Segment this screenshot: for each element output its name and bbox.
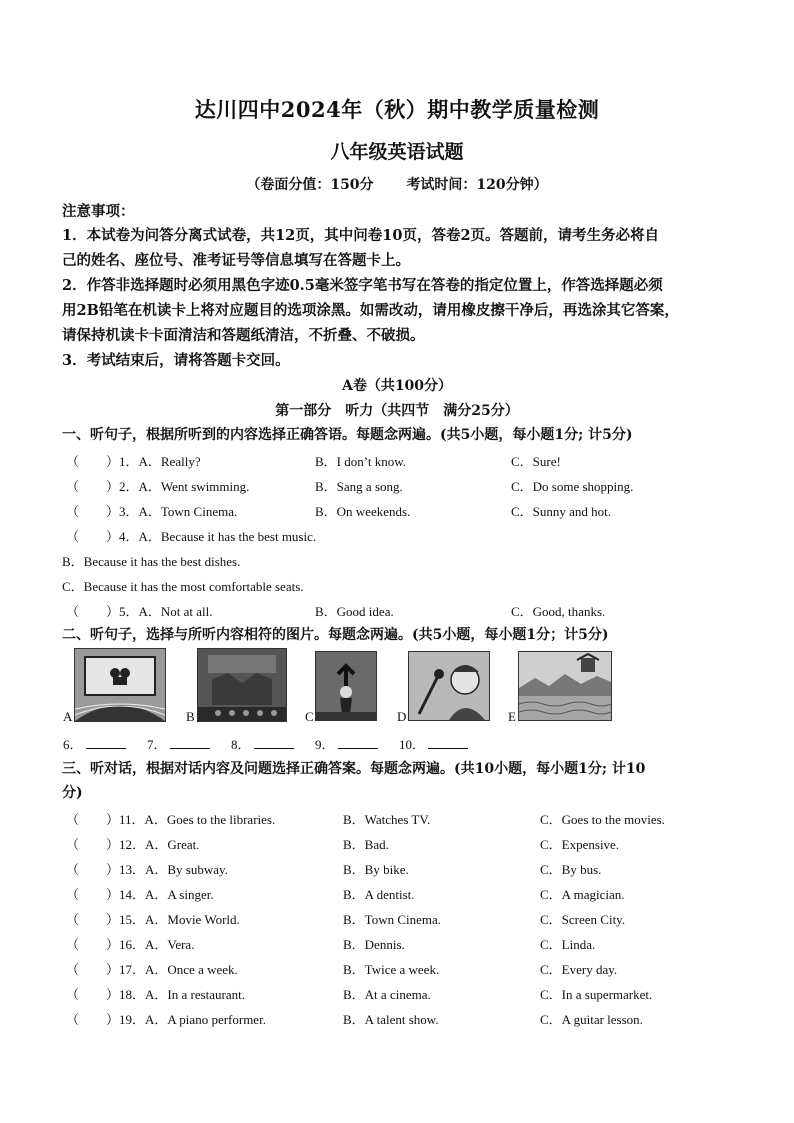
question-12-a: ）12．A．Great. bbox=[106, 837, 200, 852]
listening-section-title: 第一部分 听力（共四节 满分25分） bbox=[275, 403, 519, 419]
question-12-c: C．Expensive. bbox=[540, 837, 620, 852]
section2-heading: 二、听句子，选择与所听内容相符的图片。每题念两遍。(共5小题，每小题1分；计5分) bbox=[62, 627, 609, 643]
question-2-b: B．Sang a song. bbox=[315, 479, 403, 494]
answer-blank bbox=[315, 734, 378, 753]
answer-paren: （ bbox=[66, 837, 80, 852]
answer-blank bbox=[63, 734, 126, 753]
question-19-b: B．A talent show. bbox=[343, 1012, 439, 1027]
question-13-b: B．By bike. bbox=[343, 862, 409, 877]
question-3-b: B．On weekends. bbox=[315, 504, 411, 519]
exam-subject: 八年级英语试题 bbox=[330, 141, 464, 163]
answer-paren: （ bbox=[66, 987, 80, 1002]
blank-number: 10． bbox=[399, 737, 426, 752]
picture-d-dentist bbox=[408, 651, 490, 721]
question-18-a: ）18．A．In a restaurant. bbox=[106, 987, 245, 1002]
question-19-c: C．A guitar lesson. bbox=[540, 1012, 643, 1027]
blank-number: 6． bbox=[63, 737, 83, 752]
blank-line[interactable] bbox=[338, 738, 378, 749]
picture-e-landscape bbox=[518, 651, 612, 721]
question-5-b: B．Good idea. bbox=[315, 604, 394, 619]
picture-b-stage bbox=[197, 648, 287, 722]
question-16-b: B．Dennis. bbox=[343, 937, 405, 952]
notes-line: 3．考试结束后，请将答题卡交回。 bbox=[62, 352, 290, 369]
notes-line: 请保持机读卡卡面清洁和答题纸清洁，不折叠、不破损。 bbox=[62, 327, 425, 344]
question-11-a: ）11．A．Goes to the libraries. bbox=[106, 812, 276, 827]
answer-paren: （ bbox=[66, 1012, 80, 1027]
question-3-c: C．Sunny and hot. bbox=[511, 504, 612, 519]
question-18-b: B．At a cinema. bbox=[343, 987, 431, 1002]
notes-heading: 注意事项： bbox=[62, 203, 135, 220]
section3-heading: 三、听对话，根据对话内容及问题选择正确答案。每题念两遍。(共10小题，每小题1分; 计10 bbox=[62, 761, 646, 777]
score-info: （卷面分值：150分 bbox=[246, 177, 374, 193]
question-16-c: C．Linda. bbox=[540, 937, 596, 952]
picture-label: B bbox=[186, 709, 195, 724]
answer-blank bbox=[147, 734, 210, 753]
blank-line[interactable] bbox=[170, 738, 210, 749]
question-4-b: B．Because it has the best dishes. bbox=[62, 554, 241, 569]
answer-paren: （ bbox=[66, 812, 80, 827]
question-11-c: C．Goes to the movies. bbox=[540, 812, 665, 827]
blank-line[interactable] bbox=[86, 738, 126, 749]
question-1-b: B．I don’t know. bbox=[315, 454, 407, 469]
exam-title: 达川四中2024年（秋）期中教学质量检测 bbox=[194, 97, 600, 122]
picture-label: E bbox=[508, 709, 516, 724]
answer-paren: （ bbox=[66, 479, 80, 494]
notes-line: 己的姓名、座位号、准考证号等信息填写在答题卡上。 bbox=[62, 252, 410, 269]
question-5-a: ）5．A．Not at all. bbox=[106, 604, 213, 619]
picture-a-cinema bbox=[74, 648, 166, 722]
answer-paren: （ bbox=[66, 529, 80, 544]
question-15-b: B．Town Cinema. bbox=[343, 912, 442, 927]
answer-paren: （ bbox=[66, 962, 80, 977]
part-a-title: A卷（共100分） bbox=[341, 378, 453, 394]
notes-line: 2．作答非选择题时必须用黑色字迹0.5毫米签字笔书写在答卷的指定位置上，作答选择题必须 bbox=[62, 277, 663, 294]
question-2-a: ）2．A．Went swimming. bbox=[106, 479, 250, 494]
question-15-a: ）15．A．Movie World. bbox=[106, 912, 240, 927]
answer-paren: （ bbox=[66, 454, 80, 469]
question-4-a: ）4．A．Because it has the best music. bbox=[106, 529, 317, 544]
question-3-a: ）3．A．Town Cinema. bbox=[106, 504, 238, 519]
answer-paren: （ bbox=[66, 887, 80, 902]
answer-paren: （ bbox=[66, 937, 80, 952]
blank-number: 7． bbox=[147, 737, 167, 752]
question-11-b: B．Watches TV. bbox=[343, 812, 431, 827]
question-14-a: ）14．A．A singer. bbox=[106, 887, 214, 902]
question-1-a: ）1．A．Really? bbox=[106, 454, 201, 469]
question-14-b: B．A dentist. bbox=[343, 887, 415, 902]
answer-blank bbox=[399, 734, 468, 753]
question-19-a: ）19．A．A piano performer. bbox=[106, 1012, 266, 1027]
question-12-b: B．Bad. bbox=[343, 837, 389, 852]
answer-paren: （ bbox=[66, 912, 80, 927]
notes-line: 1．本试卷为问答分离式试卷，共12页，其中问卷10页，答卷2页。答题前，请考生务必将自 bbox=[62, 227, 660, 244]
answer-blank bbox=[231, 734, 294, 753]
question-4-c: C．Because it has the most comfortable seats. bbox=[62, 579, 304, 594]
question-17-c: C．Every day. bbox=[540, 962, 618, 977]
section1-heading: 一、听句子，根据所听到的内容选择正确答语。每题念两遍。(共5小题，每小题1分; 计5分) bbox=[62, 427, 633, 443]
picture-label: D bbox=[397, 709, 407, 724]
question-16-a: ）16．A．Vera. bbox=[106, 937, 195, 952]
question-18-c: C．In a supermarket. bbox=[540, 987, 653, 1002]
picture-label: C bbox=[305, 709, 314, 724]
answer-paren: （ bbox=[66, 504, 80, 519]
question-5-c: C．Good, thanks. bbox=[511, 604, 606, 619]
notes-line: 用2B铅笔在机读卡上将对应题目的选项涂黑。如需改动，请用橡皮擦干净后，再选涂其它答案， bbox=[62, 302, 679, 319]
blank-number: 8． bbox=[231, 737, 251, 752]
question-1-c: C．Sure! bbox=[511, 454, 561, 469]
question-2-c: C．Do some shopping. bbox=[511, 479, 634, 494]
time-info: 考试时间：120分钟） bbox=[406, 177, 548, 193]
blank-line[interactable] bbox=[254, 738, 294, 749]
exam-meta bbox=[0, 174, 794, 194]
blank-line[interactable] bbox=[428, 738, 468, 749]
question-14-c: C．A magician. bbox=[540, 887, 625, 902]
question-13-a: ）13．A．By subway. bbox=[106, 862, 228, 877]
question-13-c: C．By bus. bbox=[540, 862, 602, 877]
question-17-a: ）17．A．Once a week. bbox=[106, 962, 238, 977]
question-15-c: C．Screen City. bbox=[540, 912, 626, 927]
blank-number: 9． bbox=[315, 737, 335, 752]
picture-c-performer bbox=[315, 651, 377, 721]
answer-paren: （ bbox=[66, 862, 80, 877]
question-17-b: B．Twice a week. bbox=[343, 962, 440, 977]
answer-paren: （ bbox=[66, 604, 80, 619]
section3-heading-cont: 分) bbox=[62, 785, 83, 801]
picture-label: A bbox=[63, 709, 73, 724]
